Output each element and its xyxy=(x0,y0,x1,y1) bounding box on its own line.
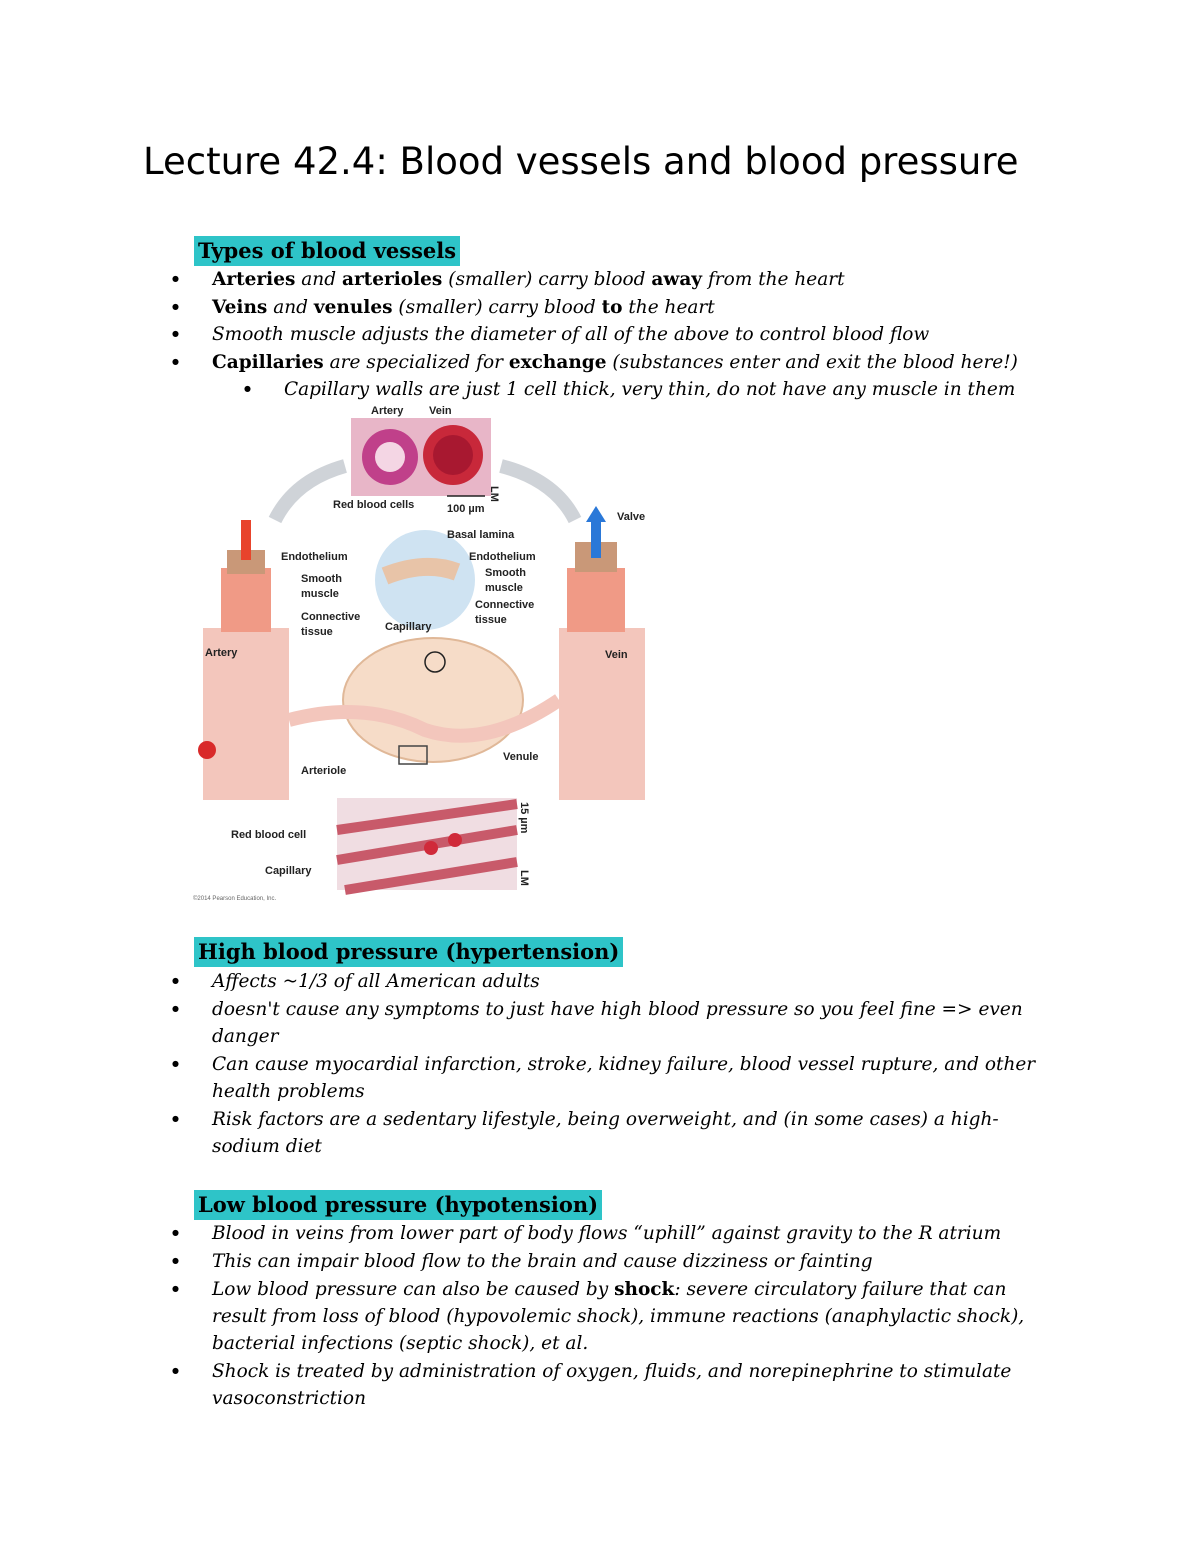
label-endothelium-left: Endothelium xyxy=(281,551,348,563)
list-item: This can impair blood flow to the brain and cause dizziness or fainting xyxy=(212,1251,873,1272)
vein-flow-arrow xyxy=(591,518,601,558)
bullet-dot: ● xyxy=(172,274,179,283)
label-muscle-left: muscle xyxy=(301,588,339,600)
label-lm-bottom: LM xyxy=(518,870,530,886)
list-item: Arteries and arterioles (smaller) carry blood away from the heart xyxy=(212,269,845,290)
capillary-bed xyxy=(343,638,523,762)
label-capillary-bottom: Capillary xyxy=(265,865,312,877)
label-connective-right: Connective xyxy=(475,599,535,611)
list-item: Affects ~1/3 of all American adults xyxy=(212,971,540,992)
label-connective-left: Connective xyxy=(301,611,361,623)
label-tissue-right: tissue xyxy=(475,614,507,626)
bold-term: shock xyxy=(614,1279,675,1300)
label-smooth-left: Smooth xyxy=(301,573,342,585)
bullet-dot: ● xyxy=(172,302,179,311)
list-item-continuation: vasoconstriction xyxy=(212,1388,366,1409)
list-item: Veins and venules (smaller) carry blood to the heart xyxy=(212,297,715,318)
bold-term: arterioles xyxy=(341,269,443,290)
label-artery-top: Artery xyxy=(371,405,404,417)
bullet-dot: ● xyxy=(244,384,251,393)
list-item: Can cause myocardial infarction, stroke, kidney failure, blood vessel rupture, and other xyxy=(212,1054,1036,1075)
copyright-text: ©2014 Pearson Education, Inc. xyxy=(193,896,277,902)
label-venule: Venule xyxy=(503,751,539,763)
bold-term: Veins xyxy=(212,297,268,318)
list-item: Capillaries are specialized for exchange (substances enter and exit the blood here!) xyxy=(212,352,1018,373)
bullet-dot: ● xyxy=(172,1059,179,1068)
list-item: Blood in veins from lower part of body flows “uphill” against gravity to the R atrium xyxy=(212,1223,1002,1244)
list-item: Shock is treated by administration of oxygen, fluids, and norepinephrine to stimulate xyxy=(212,1361,1012,1382)
label-vein: Vein xyxy=(605,649,628,661)
vein-layers xyxy=(567,568,625,632)
label-smooth-right: Smooth xyxy=(485,567,526,579)
list-item-continuation: result from loss of blood (hypovolemic shock), immune reactions (anaphylactic shock), xyxy=(212,1306,1025,1327)
section-heading-hypotension: Low blood pressure (hypotension) xyxy=(194,1190,602,1220)
page-title: Lecture 42.4: Blood vessels and blood pressure xyxy=(143,140,1019,183)
list-item-continuation: danger xyxy=(212,1026,279,1047)
bullet-dot: ● xyxy=(172,976,179,985)
label-muscle-right: muscle xyxy=(485,582,523,594)
bullet-dot: ● xyxy=(172,1004,179,1013)
bullet-dot: ● xyxy=(172,1284,179,1293)
label-artery: Artery xyxy=(205,647,238,659)
label-scale-15: 15 µm xyxy=(518,802,530,834)
bullet-dot: ● xyxy=(172,1366,179,1375)
blood-vessel-diagram xyxy=(185,400,665,908)
bullet-dot: ● xyxy=(172,357,179,366)
bold-term: Arteries xyxy=(212,269,296,290)
bold-term: exchange xyxy=(508,352,607,373)
list-item: Low blood pressure can also be caused by shock: severe circulatory failure that can xyxy=(212,1279,1007,1300)
arrow-right xyxy=(501,466,575,520)
bold-term: venules xyxy=(313,297,393,318)
label-tissue-left: tissue xyxy=(301,626,333,638)
label-capillary-mid: Capillary xyxy=(385,621,432,633)
bullet-dot: ● xyxy=(172,1114,179,1123)
bullet-dot: ● xyxy=(172,1256,179,1265)
label-scale-100: 100 µm xyxy=(447,503,485,515)
label-red-blood-cell: Red blood cell xyxy=(231,829,307,841)
list-item: Capillary walls are just 1 cell thick, very thin, do not have any muscle in them xyxy=(284,379,1016,400)
list-item: Risk factors are a sedentary lifestyle, being overweight, and (in some cases) a high- xyxy=(212,1109,999,1130)
bold-term: to xyxy=(601,297,623,318)
label-valve: Valve xyxy=(617,511,646,523)
list-item-continuation: sodium diet xyxy=(212,1136,322,1157)
arrow-left xyxy=(275,466,345,520)
label-endothelium-right: Endothelium xyxy=(469,551,536,563)
bold-term: Capillaries xyxy=(212,352,324,373)
label-basal-lamina: Basal lamina xyxy=(447,529,515,541)
artery-layers xyxy=(221,568,271,632)
artery-flow-arrow xyxy=(241,520,251,560)
label-arteriole: Arteriole xyxy=(301,765,347,777)
vein-tube xyxy=(559,628,645,800)
label-lm: LM xyxy=(488,486,500,502)
list-item: doesn't cause any symptoms to just have high blood pressure so you feel fine => even xyxy=(212,999,1023,1020)
list-item: Smooth muscle adjusts the diameter of all of the above to control blood flow xyxy=(212,324,930,345)
section-heading-hypertension: High blood pressure (hypertension) xyxy=(194,937,623,967)
list-item-continuation: bacterial infections (septic shock), et al. xyxy=(212,1333,589,1354)
list-item-continuation: health problems xyxy=(212,1081,365,1102)
label-vein-top: Vein xyxy=(429,405,452,417)
bullet-dot: ● xyxy=(172,1228,179,1237)
section-heading-types: Types of blood vessels xyxy=(194,236,460,266)
bold-term: away xyxy=(651,269,703,290)
bullet-dot: ● xyxy=(172,329,179,338)
label-red-blood-cells: Red blood cells xyxy=(333,499,415,511)
